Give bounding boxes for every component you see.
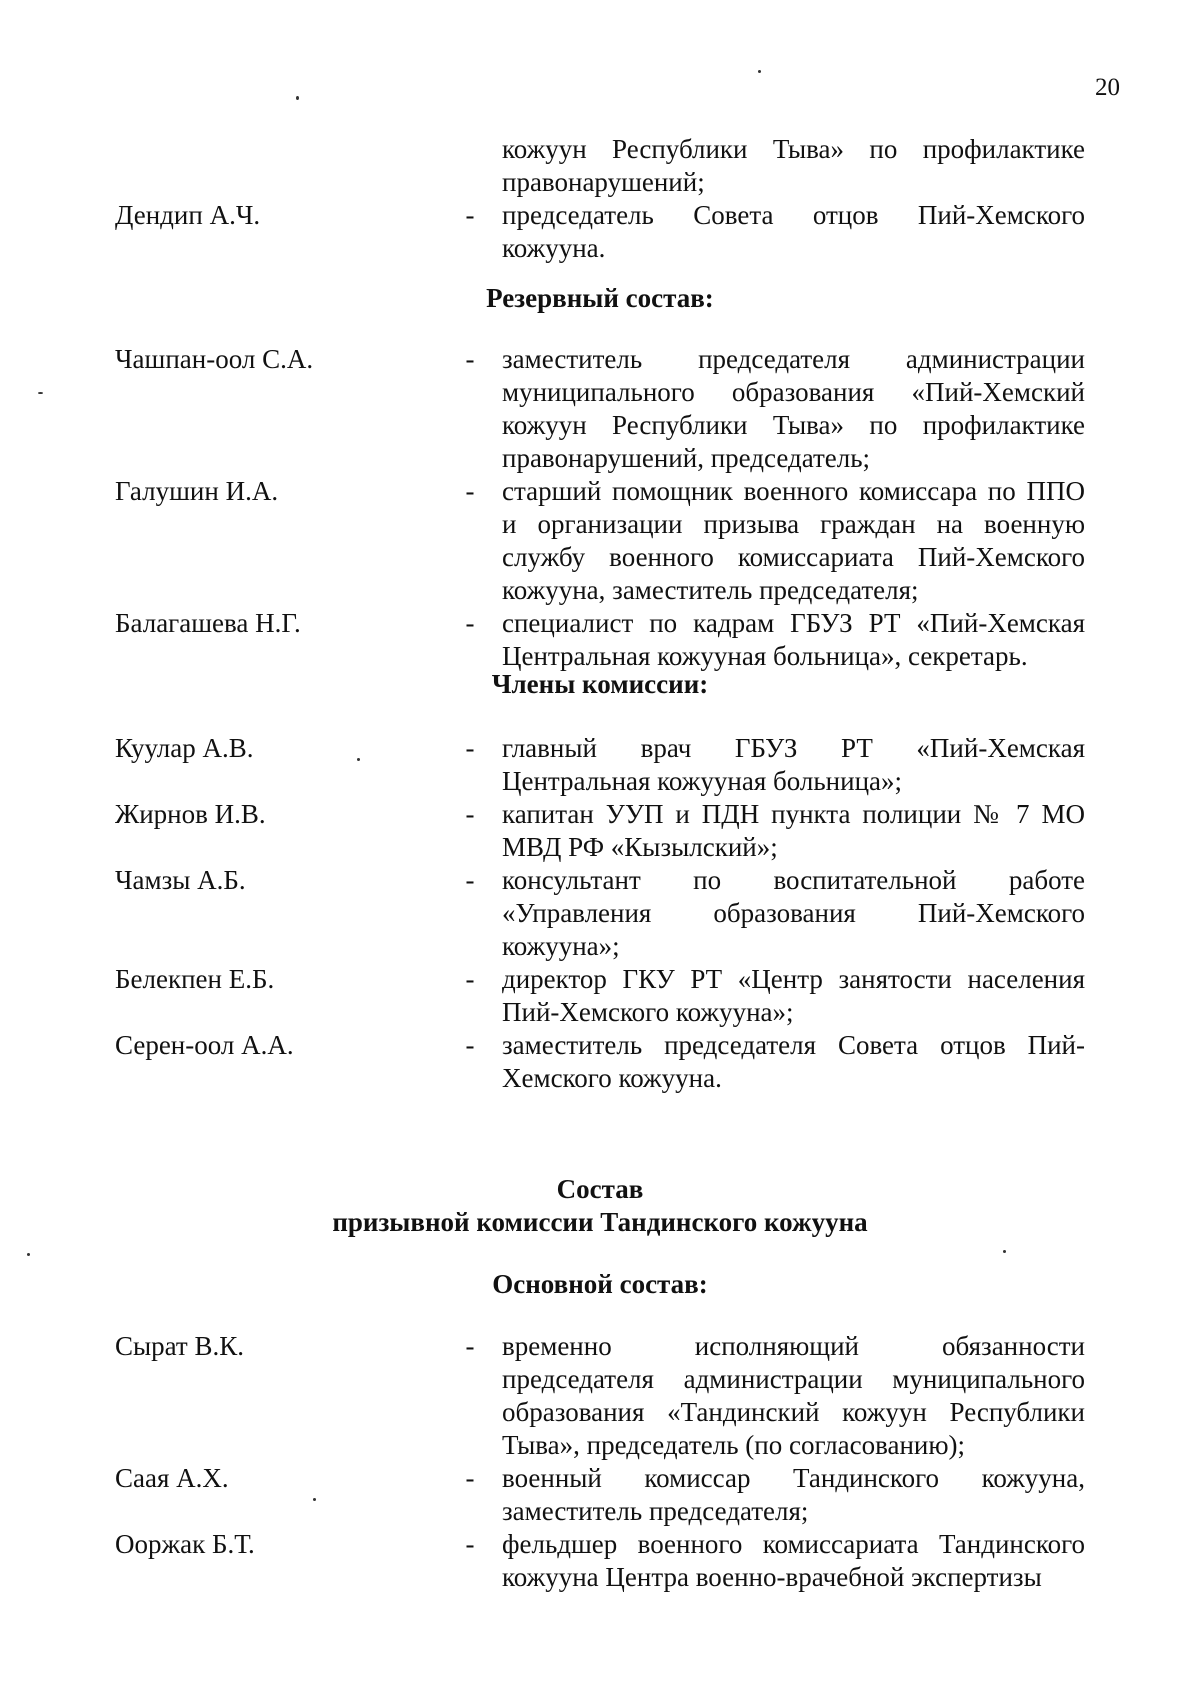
entry-dash: -	[465, 799, 475, 829]
composition-title-line1: Состав	[556, 1174, 644, 1204]
entry-name: Жирнов И.В.	[115, 799, 266, 829]
top-entries	[115, 133, 1085, 265]
entry-dash: -	[465, 200, 475, 230]
entry-description: специалист по кадрам ГБУЗ РТ «Пий-Хемская Центральная кожууная больница», секретарь.	[502, 608, 1085, 671]
entry-oorzhak	[115, 1528, 1085, 1594]
main-entries	[115, 1330, 1085, 1594]
entry-name: Серен-оол А.А.	[115, 1030, 294, 1060]
entry-dash: -	[465, 865, 475, 895]
members-entries	[115, 732, 1085, 1095]
entry-name: Дендип А.Ч.	[115, 200, 261, 230]
entry-dash: -	[465, 1463, 475, 1493]
entry-description: заместитель председателя Совета отцов Пий-Хемского кожууна.	[502, 1030, 1085, 1093]
entry-description: заместитель председателя администрации муниципального образования «Пий-Хемский кожуун Республики Тыва» по профилактике правонарушений, председатель;	[502, 344, 1085, 473]
entry-name: Чамзы А.Б.	[115, 865, 246, 895]
entry-chamzy	[115, 864, 1085, 963]
entry-zhirnov	[115, 798, 1085, 864]
entry-description: старший помощник военного комиссара по ППО и организации призыва граждан на военную службу военного комиссариата Пий-Хемского кожууна, заместитель председателя;	[502, 476, 1085, 605]
entry-seren-ool	[115, 1029, 1085, 1095]
entry-description: директор ГКУ РТ «Центр занятости населения Пий-Хемского кожууна»;	[502, 964, 1085, 1027]
entry-balagasheva	[115, 607, 1085, 673]
entry-description: временно исполняющий обязанности председателя администрации муниципального образования «Тандинский кожуун Республики Тыва», председатель (по согласованию);	[502, 1331, 1085, 1460]
entry-name: Чашпан-оол С.А.	[115, 344, 314, 374]
entry-dash: -	[465, 1331, 475, 1361]
entry-saaya	[115, 1462, 1085, 1528]
entry-description: главный врач ГБУЗ РТ «Пий-Хемская Центральная кожууная больница»;	[502, 733, 1085, 796]
scan-speck	[27, 1253, 30, 1256]
entry-name: Галушин И.А.	[115, 476, 279, 506]
entry-description: председатель Совета отцов Пий-Хемского кожууна.	[502, 200, 1085, 263]
entry-name: Балагашева Н.Г.	[115, 608, 301, 638]
entry-dash: -	[465, 608, 475, 638]
entry-dash: -	[465, 476, 475, 506]
scan-speck	[1003, 1250, 1006, 1253]
entry-belekpen	[115, 963, 1085, 1029]
composition-title-line2: призывной комиссии Тандинского кожууна	[332, 1207, 868, 1237]
entry-dash: -	[465, 1030, 475, 1060]
entry-syrat	[115, 1330, 1085, 1462]
entry-name: Белекпен Е.Б.	[115, 964, 275, 994]
entry-continuation	[115, 133, 1085, 199]
entry-galushin	[115, 475, 1085, 607]
page-number: 20	[1095, 74, 1120, 101]
entry-dash: -	[465, 1529, 475, 1559]
reserve-entries	[115, 343, 1085, 673]
entry-name: Куулар А.В.	[115, 733, 254, 763]
scan-speck	[357, 758, 360, 761]
entry-name: Сырат В.К.	[115, 1331, 245, 1361]
entry-description: консультант по воспитательной работе «Управления образования Пий-Хемского кожууна»;	[502, 865, 1085, 961]
members-title: Члены комиссии:	[491, 669, 709, 699]
reserve-title: Резервный состав:	[486, 283, 714, 313]
scan-speck	[296, 96, 299, 100]
entry-name: Ооржак Б.Т.	[115, 1529, 255, 1559]
entry-chashpan-ool	[115, 343, 1085, 475]
main-title: Основной состав:	[492, 1269, 708, 1299]
entry-dash: -	[465, 344, 475, 374]
entry-description: кожуун Республики Тыва» по профилактике правонарушений;	[502, 134, 1085, 197]
entry-dendip	[115, 199, 1085, 265]
entry-kuular	[115, 732, 1085, 798]
scan-speck	[38, 392, 43, 394]
entry-dash: -	[465, 964, 475, 994]
entry-name: Саая А.Х.	[115, 1463, 229, 1493]
entry-description: военный комиссар Тандинского кожууна, заместитель председателя;	[502, 1463, 1085, 1526]
entry-description: капитан УУП и ПДН пункта полиции № 7 МО МВД РФ «Кызылский»;	[502, 799, 1085, 862]
scan-speck	[313, 1498, 316, 1501]
entry-dash: -	[465, 733, 475, 763]
scan-speck	[758, 70, 761, 73]
entry-description: фельдшер военного комиссариата Тандинского кожууна Центра военно-врачебной экспертизы	[502, 1529, 1085, 1592]
